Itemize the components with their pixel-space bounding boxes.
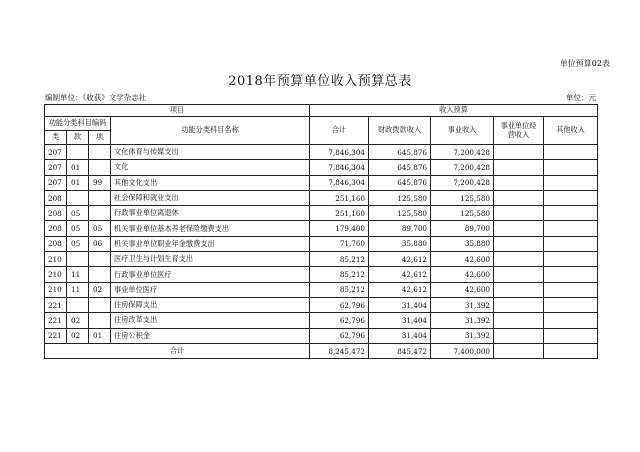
cell-operating (494, 145, 544, 160)
header-lei: 类 (45, 131, 67, 145)
cell-xiang (89, 313, 111, 328)
cell-operating (494, 221, 544, 236)
cell-kuan (67, 252, 89, 267)
table-row (45, 297, 598, 312)
cell-name: 住房改革支出 (111, 313, 310, 328)
cell-xiang (89, 190, 111, 205)
cell-kuan: 02 (67, 313, 89, 328)
cell-lei: 207 (45, 160, 67, 175)
summary-fiscal: 845,472 (369, 343, 431, 358)
cell-kuan (67, 297, 89, 312)
cell-business: 31,392 (431, 297, 494, 312)
table-row (45, 267, 598, 282)
cell-name: 文化 (111, 160, 310, 175)
header-other: 其他收入 (544, 117, 598, 145)
cell-kuan: 01 (67, 175, 89, 190)
summary-label: 合计 (45, 343, 310, 358)
header-xiang: 项 (89, 131, 111, 145)
cell-operating (494, 297, 544, 312)
cell-total: 62,796 (310, 328, 369, 343)
cell-fiscal: 42,612 (369, 282, 431, 297)
cell-business: 31,392 (431, 313, 494, 328)
cell-business: 125,580 (431, 206, 494, 221)
cell-xiang (89, 297, 111, 312)
cell-kuan: 02 (67, 328, 89, 343)
cell-kuan: 11 (67, 267, 89, 282)
cell-operating (494, 267, 544, 282)
cell-kuan: 11 (67, 282, 89, 297)
cell-lei: 210 (45, 282, 67, 297)
cell-name: 行政事业单位医疗 (111, 267, 310, 282)
cell-total: 62,796 (310, 297, 369, 312)
cell-xiang: 05 (89, 221, 111, 236)
table-row (45, 221, 598, 236)
table-row (45, 160, 598, 175)
cell-xiang (89, 267, 111, 282)
cell-lei: 207 (45, 175, 67, 190)
cell-kuan: 05 (67, 221, 89, 236)
cell-other (544, 267, 598, 282)
cell-lei: 208 (45, 236, 67, 251)
cell-operating (494, 313, 544, 328)
cell-operating (494, 190, 544, 205)
summary-business: 7,400,000 (431, 343, 494, 358)
header-kuan: 款 (67, 131, 89, 145)
summary-operating (494, 343, 544, 358)
cell-other (544, 160, 598, 175)
summary-row (45, 343, 598, 358)
cell-kuan (67, 190, 89, 205)
cell-total: 7,846,304 (310, 160, 369, 175)
cell-operating (494, 175, 544, 190)
cell-other (544, 313, 598, 328)
table-row (45, 175, 598, 190)
cell-business: 7,200,428 (431, 145, 494, 160)
cell-name: 行政事业单位离退休 (111, 206, 310, 221)
cell-other (544, 282, 598, 297)
summary-total: 8,245,472 (310, 343, 369, 358)
cell-xiang: 06 (89, 236, 111, 251)
cell-total: 179,400 (310, 221, 369, 236)
cell-business: 42,600 (431, 267, 494, 282)
cell-lei: 208 (45, 206, 67, 221)
cell-fiscal: 125,580 (369, 206, 431, 221)
table-body (45, 145, 598, 344)
cell-operating (494, 160, 544, 175)
cell-xiang (89, 252, 111, 267)
cell-xiang: 99 (89, 175, 111, 190)
cell-xiang (89, 145, 111, 160)
cell-fiscal: 42,612 (369, 252, 431, 267)
cell-kuan: 01 (67, 160, 89, 175)
header-total: 合计 (310, 117, 369, 145)
cell-business: 89,700 (431, 221, 494, 236)
cell-lei: 208 (45, 190, 67, 205)
cell-operating (494, 236, 544, 251)
cell-name: 文化体育与传媒支出 (111, 145, 310, 160)
cell-total: 251,160 (310, 190, 369, 205)
header-fiscal: 财政拨款收入 (369, 117, 431, 145)
cell-name: 住房保障支出 (111, 297, 310, 312)
header-func-name: 功能分类科目名称 (111, 117, 310, 145)
cell-xiang: 02 (89, 282, 111, 297)
cell-other (544, 206, 598, 221)
cell-name: 机关事业单位基本养老保险缴费支出 (111, 221, 310, 236)
cell-name: 社会保障和就业支出 (111, 190, 310, 205)
cell-lei: 221 (45, 328, 67, 343)
cell-fiscal: 645,876 (369, 175, 431, 190)
cell-fiscal: 645,876 (369, 145, 431, 160)
table-row (45, 236, 598, 251)
summary-other (544, 343, 598, 358)
cell-business: 42,600 (431, 282, 494, 297)
cell-fiscal: 31,404 (369, 313, 431, 328)
cell-fiscal: 645,876 (369, 160, 431, 175)
header-func-code: 功能分类科目编码 (45, 117, 111, 131)
cell-xiang: 01 (89, 328, 111, 343)
cell-other (544, 175, 598, 190)
cell-name: 事业单位医疗 (111, 282, 310, 297)
currency-unit: 单位：元 (566, 93, 596, 102)
cell-total: 7,846,304 (310, 145, 369, 160)
cell-lei: 210 (45, 267, 67, 282)
cell-total: 85,212 (310, 252, 369, 267)
cell-lei: 221 (45, 313, 67, 328)
table-row (45, 145, 598, 160)
cell-fiscal: 125,580 (369, 190, 431, 205)
cell-name: 住房公积金 (111, 328, 310, 343)
cell-other (544, 221, 598, 236)
cell-fiscal: 89,700 (369, 221, 431, 236)
cell-operating (494, 252, 544, 267)
cell-operating (494, 206, 544, 221)
cell-lei: 210 (45, 252, 67, 267)
cell-lei: 207 (45, 145, 67, 160)
cell-name: 其他文化支出 (111, 175, 310, 190)
cell-name: 机关事业单位职业年金缴费支出 (111, 236, 310, 251)
cell-fiscal: 31,404 (369, 328, 431, 343)
cell-fiscal: 42,612 (369, 267, 431, 282)
compiling-unit: 编制单位：《收获》文学杂志社 (45, 93, 147, 102)
cell-business: 125,580 (431, 190, 494, 205)
page-title: 2018年预算单位收入预算总表 (228, 74, 412, 89)
cell-operating (494, 282, 544, 297)
cell-fiscal: 31,404 (369, 297, 431, 312)
cell-other (544, 328, 598, 343)
cell-business: 35,880 (431, 236, 494, 251)
header-income-budget: 收入预算 (310, 105, 598, 117)
cell-other (544, 252, 598, 267)
cell-other (544, 190, 598, 205)
budget-table (44, 104, 598, 359)
cell-total: 251,160 (310, 206, 369, 221)
cell-other (544, 236, 598, 251)
cell-kuan: 05 (67, 206, 89, 221)
table-row (45, 206, 598, 221)
header-business: 事业收入 (431, 117, 494, 145)
cell-business: 7,200,428 (431, 160, 494, 175)
cell-total: 71,760 (310, 236, 369, 251)
cell-total: 85,212 (310, 282, 369, 297)
cell-lei: 208 (45, 221, 67, 236)
cell-other (544, 145, 598, 160)
cell-xiang (89, 206, 111, 221)
cell-name: 医疗卫生与计划生育支出 (111, 252, 310, 267)
cell-total: 7,846,304 (310, 175, 369, 190)
header-operating: 事业单位经营收入 (494, 117, 544, 145)
table-row (45, 313, 598, 328)
cell-total: 62,796 (310, 313, 369, 328)
form-number: 单位预算02表 (559, 59, 610, 68)
cell-other (544, 297, 598, 312)
table-row (45, 252, 598, 267)
table-row (45, 190, 598, 205)
cell-business: 42,600 (431, 252, 494, 267)
header-project: 项目 (45, 105, 310, 117)
cell-business: 31,392 (431, 328, 494, 343)
cell-total: 85,212 (310, 267, 369, 282)
cell-kuan (67, 145, 89, 160)
cell-kuan: 05 (67, 236, 89, 251)
table-row (45, 282, 598, 297)
cell-operating (494, 328, 544, 343)
cell-xiang (89, 160, 111, 175)
cell-lei: 221 (45, 297, 67, 312)
table-row (45, 328, 598, 343)
cell-business: 7,200,428 (431, 175, 494, 190)
cell-fiscal: 35,880 (369, 236, 431, 251)
